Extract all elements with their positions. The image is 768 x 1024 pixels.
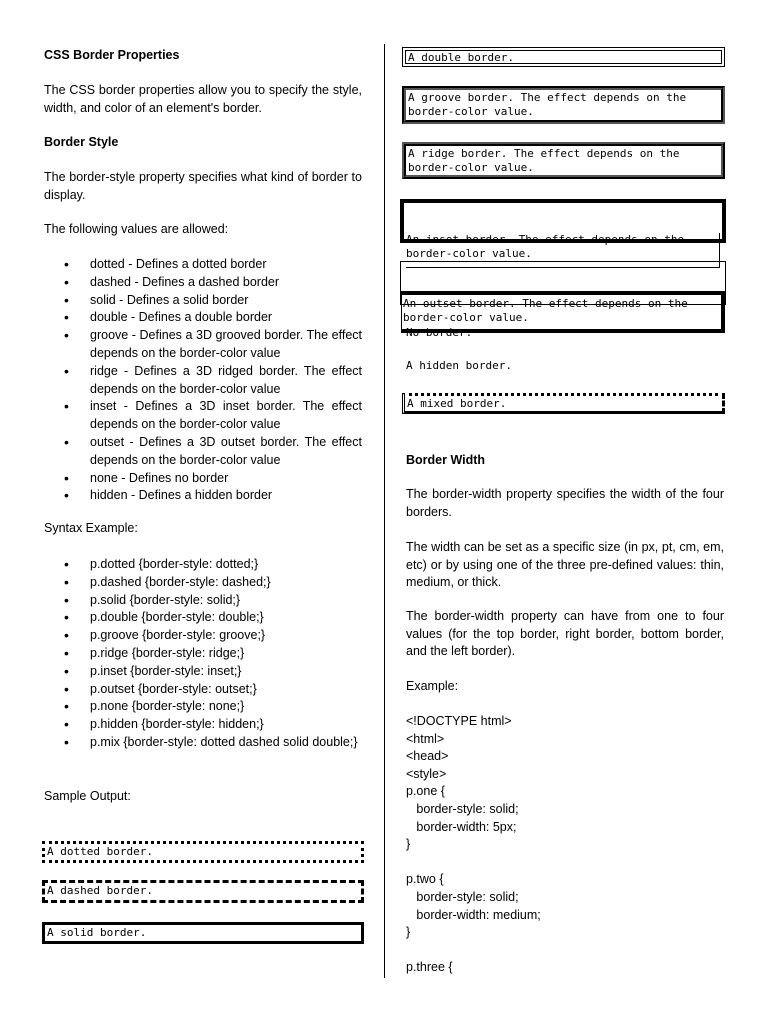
sample-inset-border	[400, 199, 726, 261]
code-line: }	[406, 837, 411, 852]
code-line: <style>	[406, 766, 447, 781]
code-example	[406, 713, 724, 977]
list-item: • p.none {border-style: none;}	[44, 698, 362, 716]
list-item: • hidden - Defines a hidden border	[44, 487, 362, 505]
sample-dotted-border: A dotted border.	[42, 841, 364, 863]
code-line: p.three {	[406, 960, 453, 975]
code-line: <head>	[406, 749, 449, 764]
list-item: • p.dashed {border-style: dashed;}	[44, 574, 362, 592]
list-item: • p.groove {border-style: groove;}	[44, 627, 362, 645]
code-line: }	[406, 925, 411, 940]
allowed-values-label: The following values are allowed:	[44, 222, 229, 236]
code-line: <html>	[406, 731, 445, 746]
list-item: • p.inset {border-style: inset;}	[44, 663, 362, 681]
list-item: • solid - Defines a solid border	[44, 292, 362, 310]
code-line: <!DOCTYPE html>	[406, 714, 512, 728]
list-item: • outset - Defines a 3D outset border. The effect depends on the border-color value	[44, 434, 362, 470]
sample-solid-border: A solid border.	[42, 922, 364, 944]
list-item: • groove - Defines a 3D grooved border. The effect depends on the border-color value	[44, 327, 362, 363]
list-item: • inset - Defines a 3D inset border. The effect depends on the border-color value	[44, 398, 362, 434]
sample-mixed-border: A mixed border.	[402, 393, 725, 414]
border-style-description: The border-style property specifies what kind of border to display.	[44, 170, 362, 202]
sample-output-label: Sample Output:	[44, 789, 131, 803]
sample-outset-border	[400, 261, 726, 325]
sample-double-border: A double border.	[402, 47, 725, 67]
example-label: Example:	[406, 679, 459, 693]
doc-title: CSS Border Properties	[44, 48, 180, 62]
sample-groove-border: A groove border. The effect depends on the border-color value.	[402, 86, 725, 124]
list-item: • p.solid {border-style: solid;}	[44, 592, 362, 610]
code-line	[406, 942, 724, 960]
code-line: border-width: medium;	[406, 907, 541, 922]
list-item: • none - Defines no border	[44, 470, 362, 488]
border-style-heading: Border Style	[44, 135, 119, 149]
list-item: • p.outset {border-style: outset;}	[44, 681, 362, 699]
outset-inner-text: An outset border. The effect depends on the border-color value.	[401, 291, 725, 333]
list-item: • p.dotted {border-style: dotted;}	[44, 556, 362, 574]
list-item: • p.hidden {border-style: hidden;}	[44, 716, 362, 734]
sample-hidden-border: A hidden border.	[406, 359, 512, 372]
sample-no-border: No border.	[406, 326, 473, 339]
sample-ridge-border: A ridge border. The effect depends on the border-color value.	[402, 142, 725, 179]
border-width-heading: Border Width	[406, 453, 486, 467]
list-item: • p.ridge {border-style: ridge;}	[44, 645, 362, 663]
list-item: • double - Defines a double border	[44, 309, 362, 327]
list-item: • p.double {border-style: double;}	[44, 609, 362, 627]
code-line: border-width: 5px;	[406, 819, 517, 834]
border-style-values-list	[44, 256, 362, 505]
intro-paragraph: The CSS border properties allow you to specify the style, width, and color of an element's border.	[44, 83, 362, 115]
syntax-example-label: Syntax Example:	[44, 521, 138, 535]
border-width-paragraph-3: The border-width property can have from one to four values (for the top border, right border, bottom border, and the left border).	[406, 609, 724, 659]
column-divider	[384, 44, 385, 978]
code-line	[406, 854, 724, 872]
list-item: • p.mix {border-style: dotted dashed solid double;}	[44, 734, 362, 752]
list-item: • dotted - Defines a dotted border	[44, 256, 362, 274]
code-line: p.two {	[406, 872, 444, 887]
border-width-paragraph-1: The border-width property specifies the width of the four borders.	[406, 487, 724, 519]
code-line: p.one {	[406, 784, 445, 799]
list-item: • dashed - Defines a dashed border	[44, 274, 362, 292]
syntax-example-list	[44, 556, 362, 752]
code-line: border-style: solid;	[406, 801, 519, 816]
inset-inner-text: An inset border. The effect depends on the border-color value.	[406, 233, 720, 268]
code-line: border-style: solid;	[406, 889, 519, 904]
border-width-paragraph-2: The width can be set as a specific size (in px, pt, cm, em, etc) or by using one of the three pre-defined values: thin, medium, or thick.	[406, 540, 724, 590]
sample-dashed-border: A dashed border.	[42, 880, 364, 903]
list-item: • ridge - Defines a 3D ridged border. The effect depends on the border-color value	[44, 363, 362, 399]
